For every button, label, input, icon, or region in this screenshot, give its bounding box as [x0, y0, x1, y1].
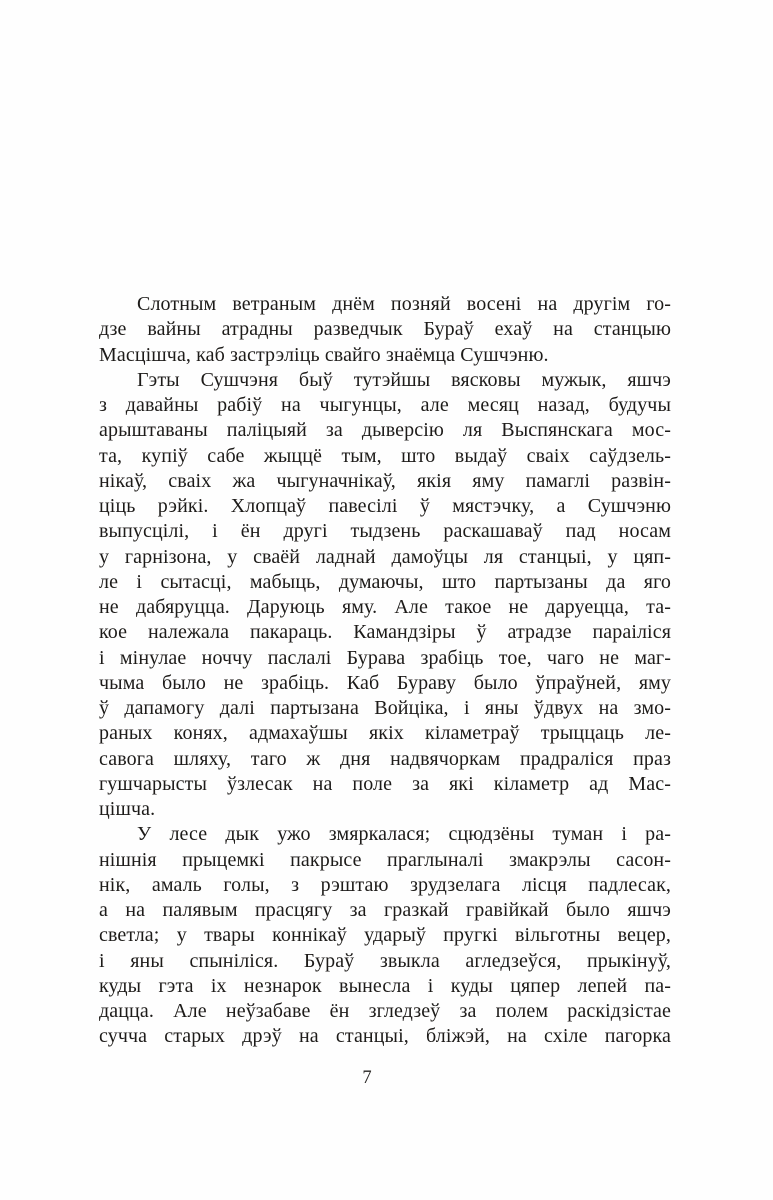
- text-line: светла; у твары коннікаў ударыў пругкі вільготны вецер,: [99, 924, 671, 947]
- text-line: кое належала пакараць. Камандзіры ў атрадзе параіліся: [99, 621, 671, 644]
- text-line: ле і сытасці, мабыць, думаючы, што партызаны да яго: [99, 570, 671, 593]
- text-line: дзе вайны атрадны разведчык Бураў ехаў на станцыю: [99, 318, 671, 341]
- text-line: куды гэта іх незнарок вынесла і куды цяпер лепей па-: [99, 974, 671, 997]
- text-line: ў дапамогу далі партызана Войціка, і яны ўдвух на змо-: [99, 697, 671, 719]
- text-line: раных конях, адмахаўшы якіх кіламетраў трыццаць ле-: [99, 722, 671, 745]
- text-line: Масцішча, каб застрэліць свайго знаёмца Сушчэню.: [99, 343, 549, 366]
- text-line: савога шляху, таго ж дня надвячоркам прадраліся праз: [99, 747, 671, 770]
- text-line: Слотным ветраным днём позняй восені на другім го-: [137, 293, 671, 315]
- text-line: не дабяруцца. Даруюць яму. Але такое не даруецца, та-: [99, 596, 671, 618]
- text-line: та, купіў сабе жыццё тым, што выдаў сваіх саўдзель-: [99, 444, 671, 467]
- text-line: Гэты Сушчэня быў тутэйшы вясковы мужык, яшчэ: [137, 368, 671, 391]
- text-line: чыма было не зрабіць. Каб Бураву было ўпраўней, яму: [99, 671, 671, 694]
- text-line: і мінулае ноччу паслалі Бурава зрабіць тое, чаго не маг-: [99, 646, 671, 669]
- text-line: нікаў, сваіх жа чыгуначнікаў, якія яму памаглі развін-: [99, 469, 671, 492]
- text-line: цішча.: [99, 798, 156, 820]
- text-line: арыштаваны паліцыяй за дыверсію ля Выспянскага мос-: [99, 419, 671, 442]
- text-line: У лесе дык ужо змяркалася; сцюдзёны туман і ра-: [137, 823, 671, 846]
- text-line: і яны спыніліся. Бураў звыкла агледзеўся, прыкінуў,: [99, 949, 671, 972]
- text-line: сучча старых дрэў на станцыі, бліжэй, на схіле пагорка: [99, 1025, 671, 1048]
- text-line: выпусцілі, і ён другі тыдзень раскашаваў пад носам: [99, 520, 671, 543]
- text-line: нішнія прыцемкі пакрысе праглыналі змакрэлы сасон-: [99, 848, 671, 871]
- text-line: дацца. Але неўзабаве ён згледзеў за полем раскідзістае: [99, 1000, 671, 1022]
- text-line: а на палявым прасцягу за гразкай гравійкай было яшчэ: [99, 899, 671, 921]
- text-line: ціць рэйкі. Хлопцаў павесілі ў мястэчку, а Сушчэню: [99, 495, 671, 517]
- text-line: з давайны рабіў на чыгунцы, але месяц назад, будучы: [99, 394, 671, 416]
- text-line: гушчарысты ўзлесак на поле за які кіламетр ад Мас-: [99, 772, 671, 795]
- text-line: нік, амаль голы, з рэштаю зрудзелага лісця падлесак,: [99, 873, 671, 896]
- page-number: 7: [362, 1068, 372, 1088]
- text-line: у гарнізона, у сваёй ладнай дамоўцы ля станцыі, у цяп-: [99, 545, 671, 568]
- text-block: [99, 292, 671, 1050]
